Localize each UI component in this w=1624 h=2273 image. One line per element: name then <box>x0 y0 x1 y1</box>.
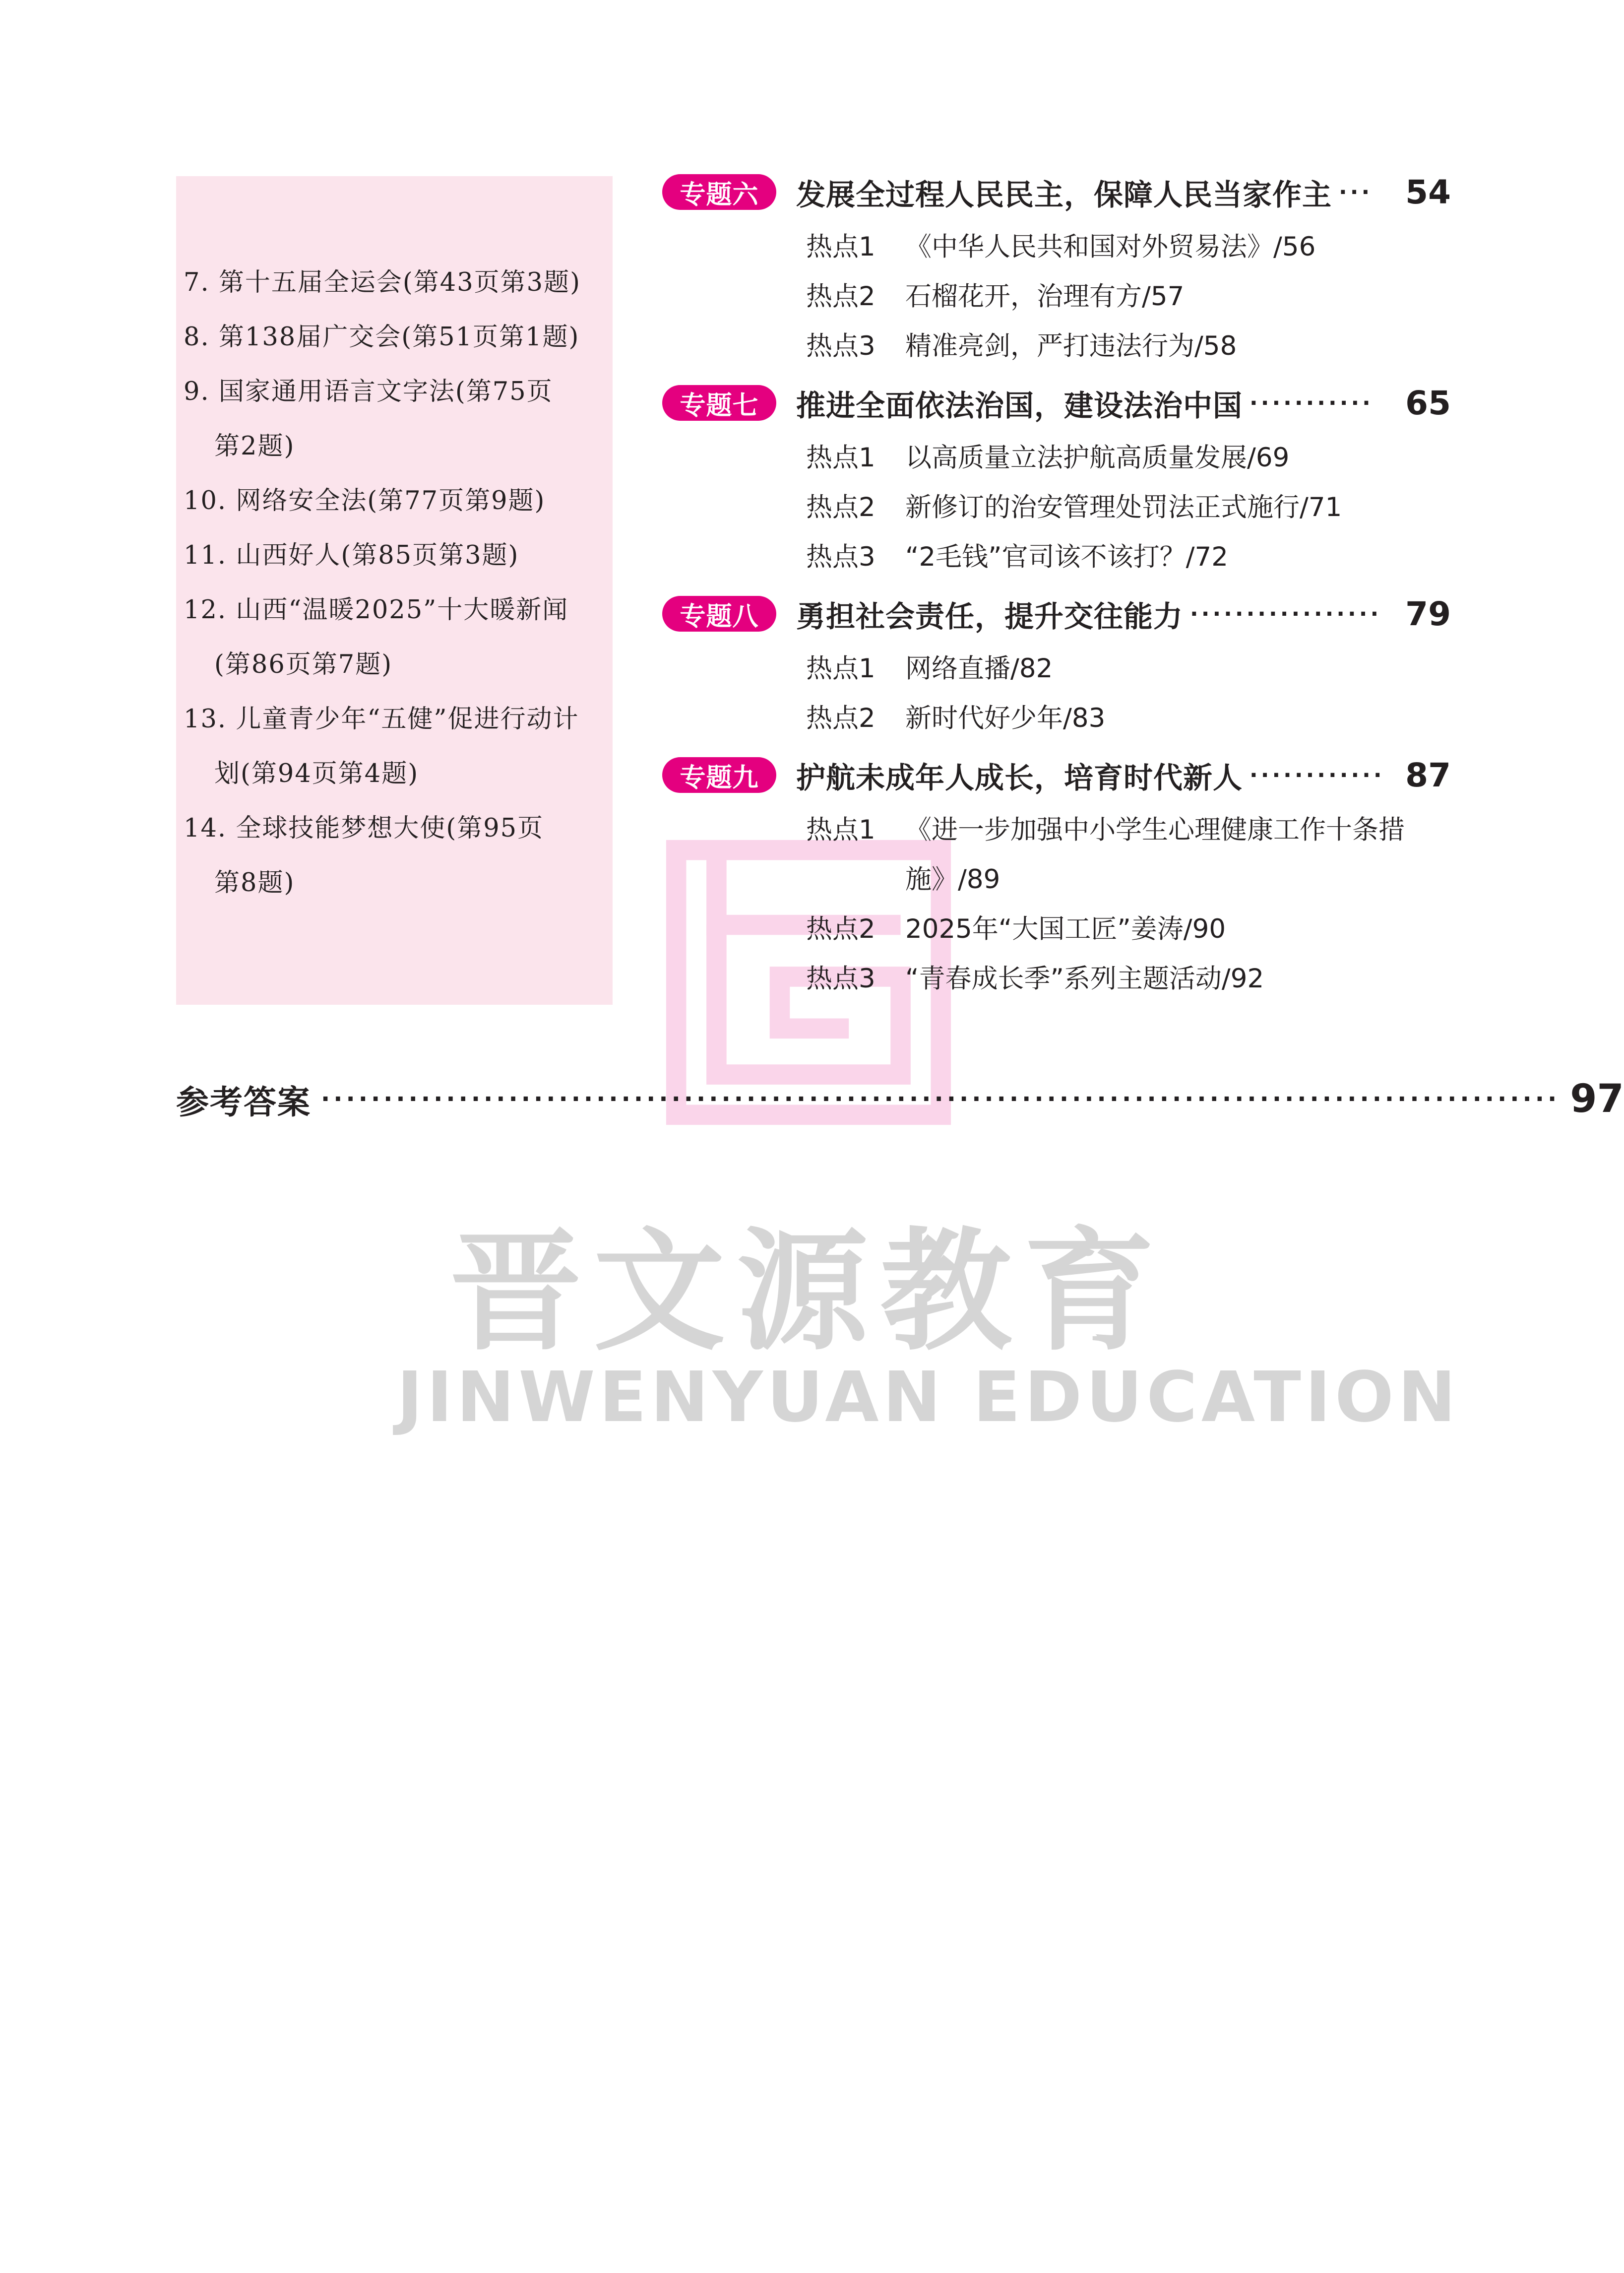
hotspot-text: 网络直播/82 <box>905 653 1053 684</box>
hotspot-text: 2025年“大国工匠”姜涛/90 <box>905 914 1226 944</box>
side-list-item-continuation: (第86页第7题) <box>214 650 393 679</box>
hotspot-entry[interactable] <box>806 694 1451 743</box>
side-list-item-text: 12. 山西“温暖2025”十大暖新闻 <box>184 595 569 625</box>
hotspot-text: 《进一步加强中小学生心理健康工作十条措 <box>905 815 1405 845</box>
hotspot-entry[interactable] <box>806 954 1451 1004</box>
side-list-item[interactable] <box>184 801 613 910</box>
answers-entry[interactable] <box>176 1069 1624 1129</box>
side-list-item[interactable] <box>184 583 613 692</box>
side-list-item-text: 9. 国家通用语言文字法(第75页 <box>184 377 553 406</box>
answers-title: 参考答案 <box>176 1083 311 1121</box>
page-number: 87 <box>1405 756 1451 794</box>
side-list-item[interactable] <box>184 310 613 365</box>
hotspot-entry[interactable] <box>806 532 1451 582</box>
hotspot-label: 热点1 <box>806 232 875 262</box>
side-list-item-text: 11. 山西好人(第85页第3题) <box>184 541 519 570</box>
hotspot-label: 热点2 <box>806 492 875 522</box>
hotspot-entry[interactable] <box>806 644 1451 694</box>
hotspot-label: 热点3 <box>806 331 875 361</box>
leader-dots: ············ <box>1249 762 1385 788</box>
page-number: 54 <box>1405 173 1451 211</box>
topic-title: 发展全过程人民民主，保障人民当家作主 <box>796 177 1332 212</box>
side-list-item[interactable] <box>184 365 613 474</box>
side-list-item-text: 8. 第138届广交会(第51页第1题) <box>184 323 580 352</box>
hotspot-entry[interactable] <box>806 222 1451 272</box>
topic-entry[interactable] <box>662 167 1451 217</box>
hotspot-text: 以高质量立法护航高质量发展/69 <box>905 443 1290 473</box>
hotspot-label: 热点3 <box>806 542 875 572</box>
page-number: 79 <box>1405 594 1451 633</box>
topic-badge: 专题七 <box>662 385 776 421</box>
hotspot-text: “2毛钱”官司该不该打？/72 <box>905 542 1228 572</box>
side-list-item[interactable] <box>184 474 613 528</box>
side-list-item[interactable] <box>184 528 613 583</box>
hotspot-text: “青春成长季”系列主题活动/92 <box>905 964 1264 994</box>
related-questions-panel <box>176 176 613 1005</box>
hotspot-entry[interactable] <box>806 905 1451 954</box>
side-list-item-text: 13. 儿童青少年“五健”促进行动计 <box>184 705 579 734</box>
leader-dots: ··········· <box>1249 390 1374 416</box>
topic-entry[interactable] <box>662 378 1451 428</box>
hotspot-label: 热点1 <box>806 815 875 845</box>
side-list-item[interactable] <box>184 692 613 801</box>
topic-badge: 专题九 <box>662 757 776 793</box>
hotspot-entry[interactable] <box>806 322 1451 371</box>
hotspot-entry[interactable] <box>806 433 1451 483</box>
side-list-item-text: 7. 第十五届全运会(第43页第3题) <box>184 268 581 297</box>
topic-badge: 专题六 <box>662 174 776 210</box>
page-number: 97 <box>1570 1077 1624 1121</box>
hotspot-entry[interactable] <box>806 272 1451 322</box>
watermark-english-text: JINWENYUAN EDUCATION <box>397 1357 1460 1438</box>
hotspot-text: 《中华人民共和国对外贸易法》/56 <box>905 232 1316 262</box>
topic-badge: 专题八 <box>662 596 776 632</box>
side-list-item-continuation: 第8题) <box>214 868 295 898</box>
side-list-item-continuation: 第2题) <box>214 432 295 461</box>
watermark-chinese-text: 晋文源教育 <box>450 1216 1167 1368</box>
hotspot-label: 热点2 <box>806 914 875 944</box>
leader-dots: ··································································································· <box>321 1085 1561 1113</box>
hotspot-label: 热点2 <box>806 703 875 733</box>
hotspot-text: 石榴花开，治理有方/57 <box>905 281 1185 312</box>
side-list-item-continuation: 划(第94页第4题) <box>214 759 419 788</box>
leader-dots: ··· <box>1339 179 1373 205</box>
hotspot-entry[interactable] <box>806 805 1451 905</box>
page-number: 65 <box>1405 384 1451 422</box>
hotspot-label: 热点3 <box>806 964 875 994</box>
hotspot-label: 热点1 <box>806 443 875 473</box>
side-list-item-text: 10. 网络安全法(第77页第9题) <box>184 486 546 516</box>
topic-title: 推进全面依法治国，建设法治中国 <box>796 388 1243 423</box>
topic-title: 护航未成年人成长，培育时代新人 <box>796 760 1243 795</box>
hotspot-label: 热点1 <box>806 653 875 684</box>
hotspot-entry[interactable] <box>806 483 1451 532</box>
hotspot-text: 新时代好少年/83 <box>905 703 1106 733</box>
topic-entry[interactable] <box>662 750 1451 800</box>
leader-dots: ················· <box>1190 601 1382 627</box>
side-list-item[interactable] <box>184 256 613 310</box>
hotspot-text: 新修订的治安管理处罚法正式施行/71 <box>905 492 1342 522</box>
topic-entry[interactable] <box>662 589 1451 639</box>
topic-title: 勇担社会责任，提升交往能力 <box>796 599 1184 634</box>
hotspot-label: 热点2 <box>806 281 875 312</box>
hotspot-text: 精准亮剑，严打违法行为/58 <box>905 331 1237 361</box>
hotspot-text-continuation: 施》/89 <box>905 864 1000 895</box>
side-list-item-text: 14. 全球技能梦想大使(第95页 <box>184 814 544 843</box>
